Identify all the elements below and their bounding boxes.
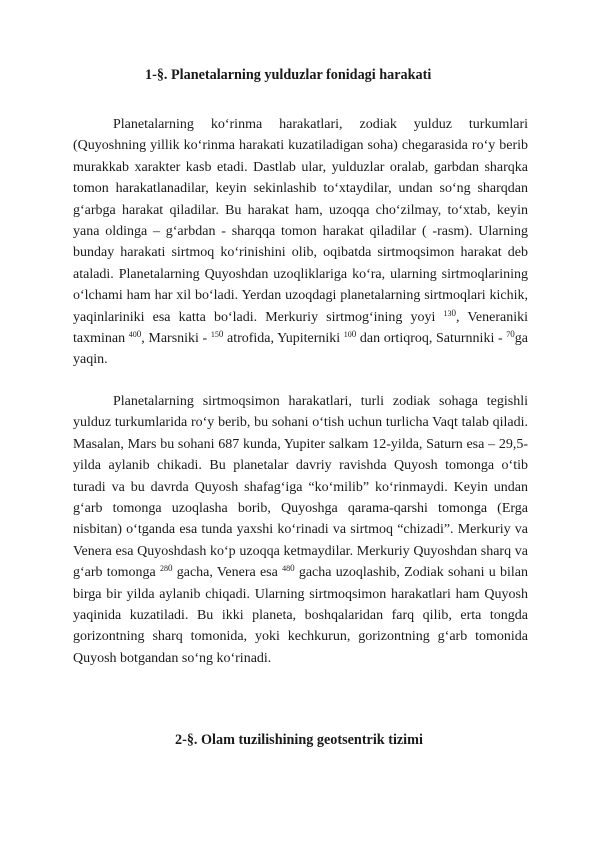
p1-text-1: Planetalarning ko‘rinma harakatlari, zodiak yulduz turkumlari (Quyoshning yillik ko‘rinma harakati kuzatiladigan soha) chegarasida ro‘y berib murakkab xarakter kasb etadi. Dastlab ular, yulduzlar oralab, garbdan sharqka tomon harakatlanadilar, keyin sekinlashib to‘xtaydilar, undan so‘ng sharqdan g‘arbga harakat qiladilar. Bu harakat ham, uzoqqa cho‘zilmay, to‘xtab, keyin yana oldinga – g‘arbdan - sharqqa tomon harakat qiladilar ( -rasm). Ularning bunday harakati sirtmoq ko‘rinishini olib, oqibatda sirtmoqsimon harakat deb ataladi. Planetalarning Quyoshdan uzoqliklariga ko‘ra, ularning sirtmoqlarining o‘lchami ham har xil bo‘ladi. Yerdan uzoqdagi planetalarning sirtmoqlari kichik, yaqinlariniki esa katta bo‘ladi. Merkuriy sirtmog‘ining yoyi xyxy=(73,117,528,325)
degree-mark: 0 xyxy=(510,329,515,340)
p1-text-5: dan ortiqroq, Saturnniki - xyxy=(356,331,507,347)
p1-text-2: , Veneraniki taxminan xyxy=(73,309,529,347)
p2-text-1: Planetalarning sirtmoqsimon harakatlari, turli zodiak sohaga tegishli yulduz turkumlarida ro‘y berib, bu sohani o‘tish uchun turlicha Vaqt talab qiladi. Masalan, Mars bu sohani 687 kunda, Yupiter salkam 12-yilda, Saturn esa – 29,5-yilda aylanib chikadi. Bu planetalar davriy ravishda Quyosh tomonga o‘tib turadi va bu davrda Quyosh shafag‘iga “ko‘milib” ko‘rinmaydi. Keyin undan g‘arb tomonga uzoqlasha borib, Quyoshga qarama-qarshi tomonga (Erga nisbitan) o‘tganda esa tunda yaxshi ko‘rinadi va sirtmoq “chizadi”. Merkuriy va Venera esa Quyoshdash ko‘p uzoqqa ketmaydilar. Merkuriy Quyoshdan sharq va g‘arb tomonga xyxy=(73,394,528,581)
p1-text-3: , Marsniki - xyxy=(141,331,211,347)
degree-mark: 0 xyxy=(290,563,295,574)
p1-value-mars: 150 xyxy=(210,329,224,340)
p1-text-4: atrofida, Yupiterniki xyxy=(223,331,344,347)
section-1-paragraph-2 xyxy=(73,391,528,669)
degree-mark: 0 xyxy=(218,329,224,340)
p2-value-venera: 480 xyxy=(282,563,295,574)
p2-value-merkuriy: 280 xyxy=(160,563,173,574)
degree-mark: 0 xyxy=(168,563,173,574)
section-1-title: 1-§. Planetalarning yulduzlar fonidagi harakati xyxy=(145,67,432,83)
p1-text-6: ga yaqin. xyxy=(73,331,528,368)
p1-value-venera: 400 xyxy=(128,329,142,340)
p1-value-saturn: 70 xyxy=(506,329,515,340)
degree-mark: 0 xyxy=(451,307,457,318)
degree-mark: 0 xyxy=(136,329,142,340)
section-2-title: 2-§. Olam tuzilishining geotsentrik tizimi xyxy=(175,732,423,748)
degree-mark: 0 xyxy=(351,329,357,340)
p1-value-merkuriy: 130 xyxy=(443,307,457,318)
section-1-paragraph-1 xyxy=(73,114,528,371)
p1-value-yupiter: 100 xyxy=(343,329,357,340)
p2-text-3: gacha uzoqlashib, Zodiak sohani u bilan birga bir yilda aylanib chiqadi. Ularning sirtmoqsimon harakatlari ham Quyosh yaqinida kuzatiladi. Bu ikki planeta, boshqalaridan farq qilib, erta tongda gorizontning sharq tomonida, yoki kechkurun, gorizontning g‘arb tomonida Quyosh botgandan so‘ng ko‘rinadi. xyxy=(73,565,529,666)
p2-text-2: gacha, Venera esa xyxy=(172,565,283,581)
